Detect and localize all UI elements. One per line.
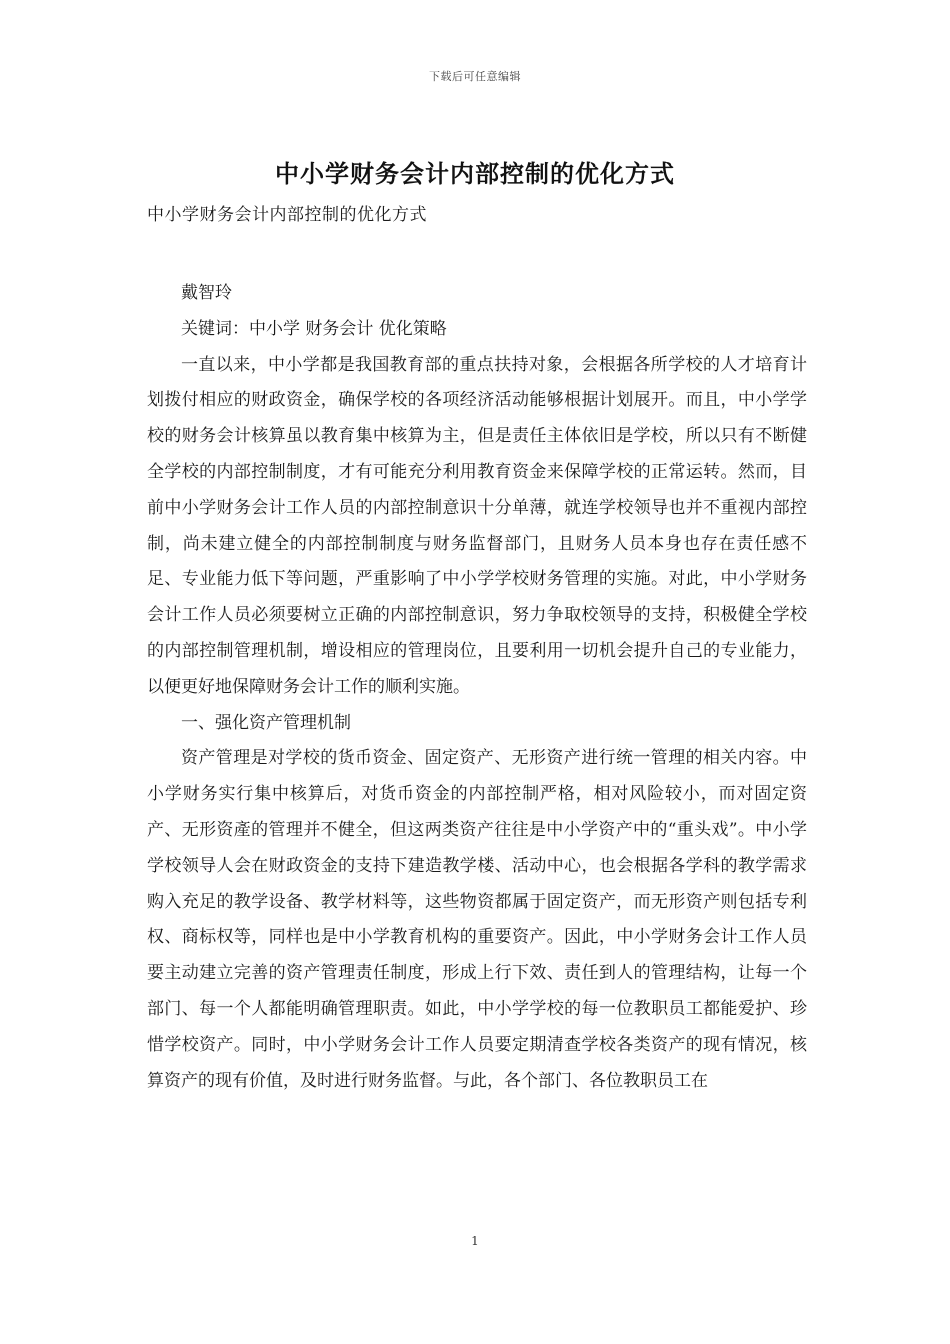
section-heading: 一、强化资产管理机制 xyxy=(181,712,351,733)
document-title: 中小学财务会计内部控制的优化方式 xyxy=(275,159,675,188)
intro-paragraph: 一直以来，中小学都是我国教育部的重点扶持对象，会根据各所学校的人才培育计划拨付相应的财政资金，确保学校的各项经济活动能够根据计划展开。而且，中小学学校的财务会计核算虽以教育集中核算为主，但是责任主体依旧是学校，所以只有不断健全学校的内部控制制度，才有可能充分利用教育资金来保障学校的正常运转。然而，目前中小学财务会计工作人员的内部控制意识十分单薄，就连学校领导也并不重视内部控制，尚未建立健全的内部控制制度与财务监督部门，且财务人员本身也存在责任感不足、专业能力低下等问题，严重影响了中小学学校财务管理的实施。对此，中小学财务会计工作人员必须要树立正确的内部控制意识，努力争取校领导的支持，积极健全学校的内部控制管理机制，增设相应的管理岗位，且要利用一切机会提升自己的专业能力，以便更好地保障财务会计工作的顺利实施。 xyxy=(147,354,807,697)
document-body xyxy=(147,276,807,1099)
author-line: 戴智玲 xyxy=(181,283,232,303)
document-subtitle: 中小学财务会计内部控制的优化方式 xyxy=(147,205,427,225)
keywords-line: 关键词：中小学 财务会计 优化策略 xyxy=(181,318,447,339)
section-paragraph: 资产管理是对学校的货币资金、固定资产、无形资产进行统一管理的相关内容。中小学财务实行集中核算后，对货币资金的内部控制严格，相对风险较小，而对固定资产、无形资產的管理并不健全，但这两类资产往往是中小学资产中的“重头戏”。中小学学校领导人会在财政资金的支持下建造教学楼、活动中心，也会根据各学科的教学需求购入充足的教学设备、教学材料等，这些物资都属于固定资产，而无形资产则包括专利权、商标权等，同样也是中小学教育机构的重要资产。因此，中小学财务会计工作人员要主动建立完善的资产管理责任制度，形成上行下效、责任到人的管理结构，让每一个部门、每一个人都能明确管理职责。如此，中小学学校的每一位教职员工都能爱护、珍惜学校资产。同时，中小学财务会计工作人员要定期清查学校各类资产的现有情况，核算资产的现有价值，及时进行财务监督。与此，各个部门、各位教职员工在 xyxy=(147,748,807,1091)
page-header: 下载后可任意编辑 xyxy=(429,70,521,83)
page-number: 1 xyxy=(471,1234,479,1248)
